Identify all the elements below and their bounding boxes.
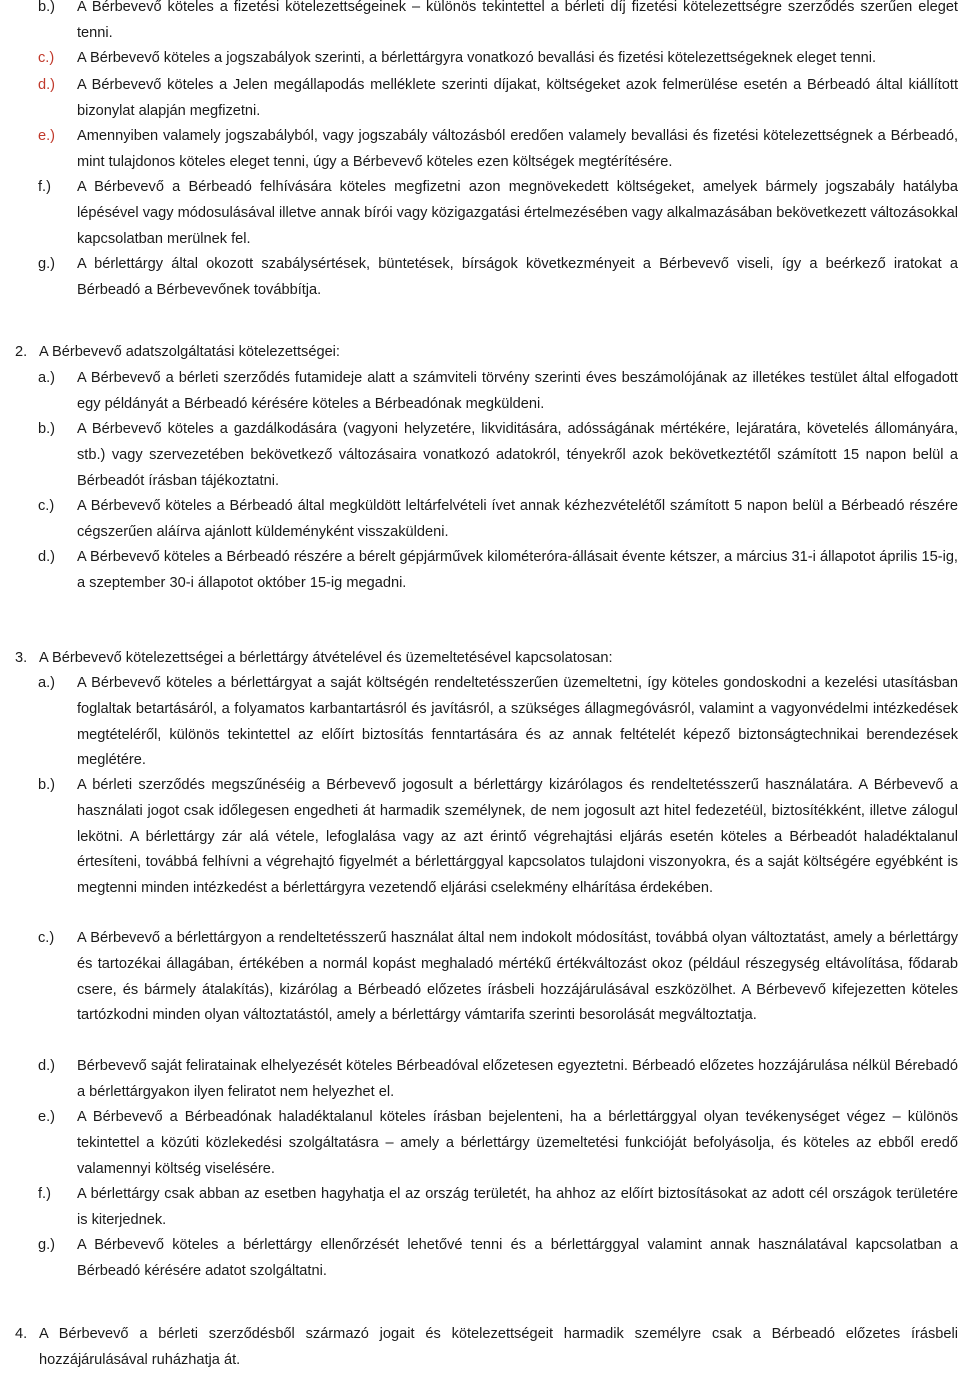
clause-text: A Bérbevevő köteles a jogszabályok szerinti, a bérlettárgyra vonatkozó bevallási és fizetési kötelezettségeknek eleget tenni. [77,50,877,66]
clause-label: d.) [38,77,56,93]
clause-text: A Bérbevevő köteles a Jelen megállapodás melléklete szerinti díjakat, költségeket azok felmerülése esetén a Bérbeadó által kiállított bizonylat alapján megfizetni. [77,77,958,119]
clause-3g [0,1233,958,1285]
clause-label: f.) [38,1186,51,1202]
clause-label: g.) [38,1237,56,1253]
clause-label: f.) [38,179,51,195]
clause-text: A Bérbevevő köteles a Bérbeadó által megküldött leltárfelvételi ívet annak kézhezvételétől számított 5 napon belül a Bérbeadó részére cégszerűen aláírva ajánlott küldeményként visszaküldeni. [77,498,958,540]
clause-1e [0,124,958,176]
clause-label: c.) [38,498,55,514]
clause-label: d.) [38,1058,56,1074]
section-number: 3. [15,650,28,666]
clause-text: A Bérbevevő köteles a bérlettárgy ellenőrzését lehetővé tenni és a bérlettárggyal valamint annak használatával kapcsolatban a Bérbeadó kérésére adatot szolgáltatni. [77,1237,958,1279]
section-number: 2. [15,344,28,360]
clause-1c [0,46,958,72]
clause-text: A Bérbevevő köteles a bérlettárgyat a saját költségén rendeltetésszerűen üzemeltetni, így köteles gondoskodni a kezelési utasításban foglaltak betartásáról, a folyamatos karbantartásról és javításról, a szükséges állagmegóvásról, valamint a vagyonvédelmi intézkedések megtételéről, különös tekintettel az előírt biztosítás fenntartására és az annak feltételét képező biztonságtechnikai berendezések meglétére. [77,675,958,769]
clause-label: c.) [38,930,55,946]
section-2-heading [15,340,945,366]
clause-2d [0,545,958,597]
clause-label: b.) [38,421,56,437]
clause-text: A Bérbevevő köteles a gazdálkodására (vagyoni helyzetére, likviditására, adósságának mértékére, lejáratára, követelés állományára, stb.) vagy szervezetében bekövetkező változásaira vonatkozó adatokról, tényekről azok bekövetkeztétől számított 15 napon belül a Bérbeadót írásban tájékoztatni. [77,421,958,489]
clause-text: A bérlettárgy csak abban az esetben hagyhatja el az ország területét, ha ahhoz az előírt biztosításokat az adott cél országok területére is kiterjednek. [77,1186,958,1228]
section-title: A Bérbevevő kötelezettségei a bérlettárgy átvételével és üzemeltetésével kapcsolatosan: [39,650,613,666]
clause-text: A Bérbevevő a Bérbeadónak haladéktalanul köteles írásban bejelenteni, ha a bérlettárggyal olyan tevékenységet végez – különös tekintettel a közúti közlekedési szolgáltatásra – amely a bérlettárgy üzemeltetési funkcióját befolyásolja, és köteles az ebből eredő valamennyi költség viselésére. [77,1109,958,1177]
clause-text: Amennyiben valamely jogszabályból, vagy jogszabály változásból eredően valamely bevallási és fizetési kötelezettségnek a Bérbeadó, mint tulajdonos köteles eleget tenni, úgy a Bérbevevő köteles ezen költségek megtérítésére. [77,128,958,170]
clause-text: A Bérbevevő köteles a Bérbeadó részére a bérelt gépjárművek kilométeróra-állásait évente kétszer, a március 31-i állapotot április 15-ig, a szeptember 30-i állapotot október 15-ig megadni. [77,549,958,591]
section-4-paragraph [15,1322,958,1374]
clause-label: b.) [38,777,56,793]
section-title: A Bérbevevő adatszolgáltatási kötelezettségei: [39,344,340,360]
section-number: 4. [15,1326,28,1342]
clause-label: g.) [38,256,56,272]
clause-text: A Bérbevevő a Bérbeadó felhívására köteles megfizetni azon megnövekedett költségeket, amelyek bármely jogszabály hatályba lépésével vagy módosulásával illetve annak bírói vagy közigazgatási értelmezésében vagy alkalmazásában bekövetkezett változásokkal kapcsolatban merülnek fel. [77,179,958,247]
clause-2b [0,417,958,494]
clause-1g [0,252,958,304]
clause-2c [0,494,958,546]
clause-3f [0,1182,958,1234]
section-3-heading [15,646,945,672]
clause-3c [0,926,958,1029]
clause-label: e.) [38,1109,56,1125]
clause-3e [0,1105,958,1182]
clause-text: A Bérbevevő a bérlettárgyon a rendeltetésszerű használat által nem indokolt módosítást, továbbá olyan változtatást, amely a bérlettárgy és tartozékai állagában, értékében a normál kopást meghaladó mértékű értékváltozást okoz (például részegység eltávolítása, fődarab csere, és bármely átalakítás), kizárólag a Bérbeadó előzetes írásbeli hozzájárulásával eszközölhet. A Bérbevevő kifejezetten köteles tartózkodni minden olyan változtatástól, amely a bérlettárgy vámtarifa szerinti besorolását megváltoztatja. [77,930,958,1024]
section-text: A Bérbevevő a bérleti szerződésből származó jogait és kötelezettségeit harmadik személyre csak a Bérbeadó előzetes írásbeli hozzájárulásával ruházhatja át. [39,1326,958,1368]
clause-text: A Bérbevevő köteles a fizetési kötelezettségeinek – különös tekintettel a bérleti díj fizetési kötelezettségre szerződés szerűen eleget tenni. [77,0,958,41]
clause-3a [0,671,958,774]
clause-text: A bérleti szerződés megszűnéséig a Bérbevevő jogosult a bérlettárgy kizárólagos és rendeltetésszerű használatára. A Bérbevevő a használati jogot csak időlegesen engedheti át harmadik személynek, de nem jogosult azt hitel fedezetéül, biztosítékként, illetve zálogul lekötni. A bérlettárgy zár alá vétele, lefoglalása vagy az azt érintő végrehajtási eljárás esetén köteles a Bérbeadót haladéktalanul értesíteni, továbbá felhívni a végrehajtó figyelmét a bérlettárggyal kapcsolatos tulajdoni viszonyokra, és a saját költségére egyébként is megtenni minden intézkedést a bérlettárgyra vezetendő eljárási cselekmény elhárítása érdekében. [77,777,958,897]
clause-label: c.) [38,50,55,66]
clause-text: A bérlettárgy által okozott szabálysértések, büntetések, bírságok következményeit a Bérbevevő viseli, így a beérkező iratokat a Bérbeadó a Bérbevevőnek továbbítja. [77,256,958,298]
clause-text: Bérbevevő saját feliratainak elhelyezését köteles Bérbeadóval előzetesen egyeztetni. Bérbeadó előzetes hozzájárulása nélkül Bérebadó a bérlettárgyakon ilyen feliratot nem helyezhet el. [77,1058,958,1100]
clause-label: d.) [38,549,56,565]
clause-3d [0,1054,958,1106]
clause-2a [0,366,958,418]
clause-label: a.) [38,370,56,386]
clause-3b [0,773,958,902]
clause-1d [0,73,958,125]
clause-label: e.) [38,128,56,144]
clause-1f [0,175,958,252]
clause-label: a.) [38,675,56,691]
clause-text: A Bérbevevő a bérleti szerződés futamideje alatt a számviteli törvény szerinti éves beszámolójának az illetékes testület által elfogadott egy példányát a Bérbeadó kérésére köteles a Bérbeadónak megküldeni. [77,370,958,412]
clause-1b [0,0,958,47]
clause-label: b.) [38,0,56,15]
